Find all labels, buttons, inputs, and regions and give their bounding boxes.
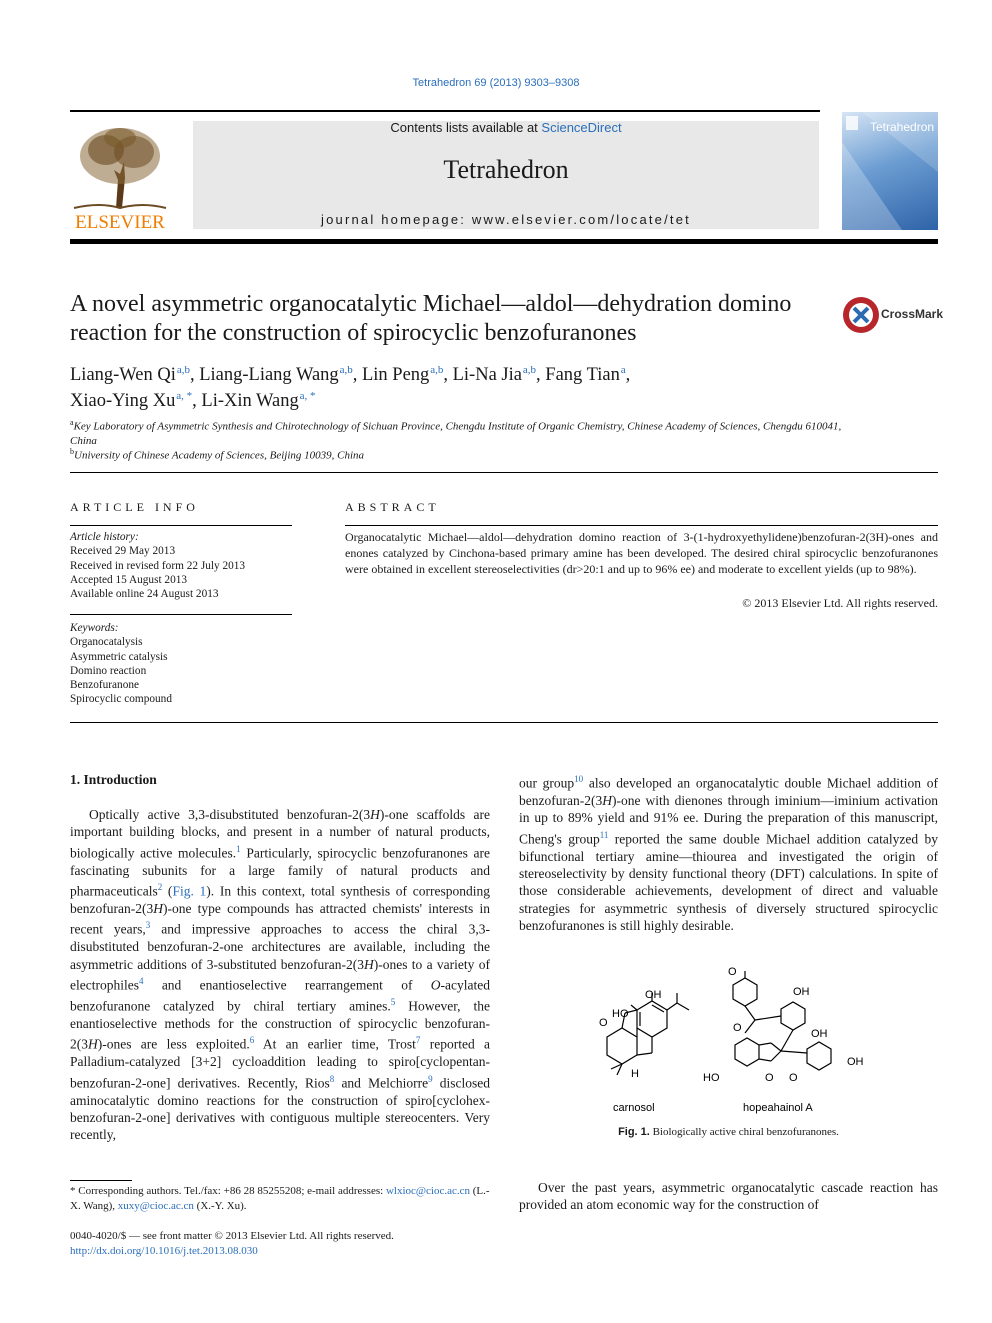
- atom-label-ho: HO: [612, 1008, 629, 1020]
- atom-label-o: O: [789, 1072, 798, 1084]
- intro-paragraph-1: Optically active 3,3-disubstituted benzofuran-2(3H)-one scaffolds are important building blocks, and present in a number of natural products, biologically active molecules.$^1$ Particularly, spirocyclic benzofuranones are fascinating subunits for a large family of natural products and pharmaceuticals$^2$ (Fig. 1). In this context, total synthesis of corresponding benzofuran-2(3H)-one type compounds has attracted chemists' interests in recent years,$^3$ and impressive approaches to access the chiral 3,3-disubstituted benzofuran-2-one architectures are available, including the asymmetric additions of 3-substituted benzofuran-2(3H)-ones to a variety of electrophiles$^4$ and enantioselective rearrangement of O-acylated benzofuranone catalyzed by chiral tertiary amines.$^5$ However, the enantioselective methods for the construction of spirocyclic benzofuran-2(3H)-ones are less exploited.$^6$ At an earlier time, Trost$^7$ reported a Palladium-catalyzed [3+2] cycloaddition leading to spiro[cyclopentan-benzofuran-2-one] derivatives. Recently, Rios$^8$ and Melchiorre$^9$ disclosed aminocatalytic domino reactions for the construction of spiro[cyclohex-benzofuran-2-one] derivatives with contiguous multiple stereocenters. Very recently,: [70, 807, 491, 1143]
- corresponding-author-footnote: [70, 1184, 490, 1213]
- figure-caption-text: Biologically active chiral benzofuranones.: [649, 1126, 839, 1138]
- intro-paragraph-2: our group$^{10}$ also developed an organocatalytic double Michael addition of benzofuran-2(3H)-one with dienones through iminium—iminium activation in up to 89% yield and 91% ee. During the preparation of this manuscript, Cheng's group$^{11}$ reported the same double Michael addition catalyzed by bifunctional tertiary amine—thiourea and investigated the origin of stereoselectivity by density functional theory (DFT) calculations. In spite of those considerable achievements, development of direct and valuable strategies for asymmetric synthesis of diversely structured spirocyclic benzofuranones is still highly desirable.: [519, 774, 938, 934]
- article-history: [70, 530, 292, 601]
- abstract-text: Organocatalytic Michael—aldol—dehydration domino reaction of 3-(1-hydroxyethylidene)benzofuran-2(3H)-ones and enones catalyzed by Cinchona-based primary amine has been developed. The desired chiral spirocyclic benzofuranones were obtained in excellent stereoselectivities (dr>20:1 and up to 96% ee) and moderate to excellent yields (up to 98%).: [345, 530, 938, 576]
- footnote-rule: [70, 1180, 132, 1181]
- author[interactable]: Liang-Liang Wang $^{a,b}$,: [199, 364, 362, 386]
- author[interactable]: Liang-Wen Qi $^{a,b}$,: [70, 364, 200, 386]
- crossmark-icon: [842, 296, 880, 334]
- keyword: Benzofuranone: [70, 679, 140, 692]
- history-revised: Received in revised form 22 July 2013: [70, 559, 246, 572]
- history-online: Available online 24 August 2013: [70, 588, 219, 601]
- header-rule: [70, 110, 820, 112]
- abstract-heading: ABSTRACT: [345, 500, 440, 514]
- atom-label-o: O: [728, 966, 737, 978]
- author[interactable]: Xiao-Ying Xu $^{a, *}$,: [70, 390, 202, 412]
- contents-line: [193, 120, 819, 135]
- keyword: Organocatalysis: [70, 636, 143, 649]
- affiliation-b: $^b$University of Chinese Academy of Sciences, Beijing 10039, China: [70, 447, 365, 462]
- atom-label-oh: OH: [645, 989, 662, 1001]
- hopeahainol-structure: [733, 971, 831, 1070]
- author[interactable]: Fang Tian $^a$,: [545, 364, 631, 386]
- intro-column-left: [70, 806, 490, 1144]
- article-info-heading: ARTICLE INFO: [70, 500, 199, 514]
- intro-column-right-continued: [519, 1179, 938, 1214]
- email-link[interactable]: wlxioc@cioc.ac.cn: [385, 1185, 470, 1197]
- carnosol-structure: [607, 993, 689, 1075]
- doi-link[interactable]: http://dx.doi.org/10.1016/j.tet.2013.08.030: [70, 1244, 258, 1257]
- affiliation-rule: [70, 472, 938, 473]
- crossmark-label: CrossMark: [881, 307, 944, 321]
- figure-1-structures[interactable]: [585, 965, 875, 1120]
- keywords-block: [70, 621, 292, 707]
- journal-cover-image[interactable]: [842, 112, 938, 230]
- history-received: Received 29 May 2013: [70, 545, 176, 558]
- atom-label-o: O: [765, 1072, 774, 1084]
- author-line-1: [70, 360, 940, 386]
- author[interactable]: Li-Xin Wang $^{a, *}$: [201, 390, 316, 412]
- contents-prefix: Contents lists available at: [390, 120, 542, 135]
- affiliation-a: $^a$Key Laboratory of Asymmetric Synthesis and Chirotechnology of Sichuan Province, Chengdu Institute of Organic Chemistry, Chinese Academy of Sciences, Chengdu 610041, China: [70, 418, 842, 447]
- elsevier-tree-icon: [70, 122, 170, 232]
- atom-label-ho: HO: [703, 1072, 720, 1084]
- keyword: Spirocyclic compound: [70, 693, 172, 706]
- keyword: Domino reaction: [70, 664, 147, 677]
- atom-label-o: O: [733, 1022, 742, 1034]
- section-heading-introduction: 1. Introduction: [70, 772, 157, 787]
- email-owner: (L.-X. Wang),: [70, 1185, 490, 1212]
- article-title: A novel asymmetric organocatalytic Michael—aldol—dehydration domino reaction for the construction of spirocyclic benzofuranones: [70, 291, 792, 346]
- header-thick-rule: [70, 239, 938, 244]
- email-owner: (X.-Y. Xu).: [193, 1199, 247, 1212]
- atom-label-oh: OH: [847, 1056, 864, 1068]
- abstract-copyright: © 2013 Elsevier Ltd. All rights reserved.: [742, 596, 938, 610]
- abstract-bottom-rule: [70, 722, 938, 723]
- keywords-label: Keywords:: [70, 622, 119, 634]
- svg-text:ELSEVIER: ELSEVIER: [75, 212, 165, 232]
- elsevier-logo[interactable]: [70, 122, 170, 232]
- journal-homepage[interactable]: journal homepage: www.elsevier.com/locate/tet: [321, 212, 691, 227]
- atom-label-o: O: [599, 1017, 608, 1029]
- compound-label-hopeahainol: hopeahainol A: [743, 1102, 813, 1114]
- intro-paragraph-3: Over the past years, asymmetric organocatalytic cascade reaction has provided an atom economic way for the construction of: [519, 1180, 938, 1213]
- figure-1-caption: [519, 1126, 938, 1138]
- front-matter-note: [70, 1229, 490, 1258]
- history-label: Article history:: [70, 531, 139, 543]
- intro-column-right: [519, 771, 938, 935]
- keywords-rule: [70, 614, 292, 615]
- abstract-rule: [345, 525, 938, 526]
- figure-caption-label[interactable]: Fig. 1.: [618, 1126, 650, 1138]
- author-line-2: [70, 386, 940, 412]
- compound-label-carnosol: carnosol: [613, 1102, 655, 1114]
- crossmark-badge[interactable]: [842, 296, 952, 336]
- author[interactable]: Li-Na Jia $^{a,b}$,: [452, 364, 546, 386]
- atom-label-h: H: [631, 1068, 639, 1080]
- issn-line: 0040-4020/$ — see front matter © 2013 Elsevier Ltd. All rights reserved.: [70, 1230, 394, 1242]
- journal-name: Tetrahedron: [443, 155, 569, 184]
- atom-label-oh: OH: [811, 1028, 828, 1040]
- journal-citation[interactable]: Tetrahedron 69 (2013) 9303–9308: [412, 77, 580, 89]
- email-link[interactable]: xuxy@cioc.ac.cn: [117, 1199, 194, 1212]
- footnote-prefix: * Corresponding authors. Tel./fax: +86 28 85255208; e-mail addresses:: [70, 1185, 386, 1197]
- atom-label-oh: OH: [793, 986, 810, 998]
- author-list: [70, 360, 940, 412]
- keyword: Asymmetric catalysis: [70, 650, 168, 663]
- sciencedirect-link[interactable]: ScienceDirect: [541, 120, 622, 135]
- history-accepted: Accepted 15 August 2013: [70, 573, 188, 586]
- author[interactable]: Lin Peng $^{a,b}$,: [361, 364, 453, 386]
- chemical-structures-svg: [585, 965, 875, 1120]
- article-info-rule: [70, 525, 292, 526]
- cover-title: Tetrahedron: [870, 120, 935, 134]
